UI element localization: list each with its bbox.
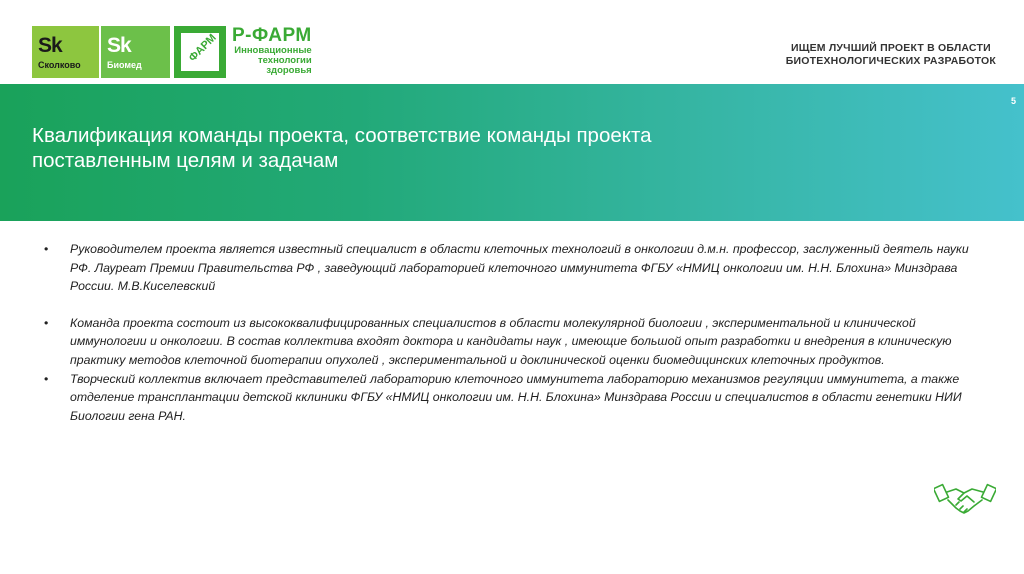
tagline-line: БИОТЕХНОЛОГИЧЕСКИХ РАЗРАБОТОК	[785, 55, 996, 67]
bullet-marker: •	[44, 242, 49, 256]
bullet-list	[44, 240, 984, 425]
handshake-icon	[934, 480, 996, 520]
slide-title-line: Квалификация команды проекта, соответствие команды проекта	[32, 124, 652, 147]
slide-title-line: поставленным целям и задачам	[32, 149, 339, 172]
bullet-marker: •	[44, 315, 49, 330]
skolkovo-logo-mark: Sk	[38, 34, 62, 57]
skolkovo-logo-name: Сколково	[38, 60, 81, 70]
rpharm-emblem-icon	[174, 26, 226, 78]
header-tagline	[786, 42, 996, 68]
rpharm-emblem-text: ФАРМ	[186, 31, 219, 65]
bullet-item	[44, 370, 984, 426]
page-number: 5	[1010, 96, 1016, 106]
rpharm-subtitle-line: здоровья	[266, 65, 312, 76]
bullet-text: Команда проекта состоит из высококвалифицированных специалистов в области молекулярной биологии , экспериментальной и клинической иммунологии и онкологии. В состав коллектива входят доктора и кандидаты наук , имеющие большой опыт разработки и внедрения в клиническую практику методов клеточной биотерапии опухолей , экспериментальной и доклинической оценки биомедицинских клеточных продуктов.	[70, 315, 952, 367]
bullet-marker: •	[44, 371, 49, 386]
tagline-line: ИЩЕМ ЛУЧШИЙ ПРОЕКТ В ОБЛАСТИ	[790, 42, 991, 54]
title-band	[0, 84, 1024, 221]
rpharm-title: Р-ФАРМ	[232, 25, 312, 46]
bullet-text: Руководителем проекта является известный специалист в области клеточных технологий в онкологии д.м.н. профессор, заслуженный деятель науки РФ. Лауреат Премии Правительства РФ , заведующий лабораторией клеточного иммунитета ФГБУ «НМИЦ онкологии им. Н.Н. Блохина» Минздрава России. М.В.Киселевский	[70, 242, 969, 294]
skolkovo-logo	[32, 26, 99, 78]
bullet-text: Творческий коллектив включает представителей лабораторию клеточного иммунитета лабораторию механизмов регуляции иммунитета, а также отделение трансплантации детской кклиники ФГБУ «НМИЦ онкологии им. Н.Н. Блохина» Минздрава России и специалистов в области генетики НИИ Биологии гена РАН.	[70, 371, 962, 423]
header-logos	[32, 26, 312, 78]
biomed-logo-name: Биомед	[107, 60, 142, 70]
rpharm-logo	[174, 26, 312, 78]
rpharm-subtitle-line: Инновационные	[234, 45, 312, 56]
biomed-logo	[101, 26, 170, 78]
biomed-logo-mark: Sk	[107, 34, 131, 57]
bullet-item	[44, 314, 984, 370]
bullet-item	[44, 240, 984, 296]
rpharm-subtitle-line: технологии	[257, 55, 312, 66]
slide-title	[32, 123, 792, 173]
